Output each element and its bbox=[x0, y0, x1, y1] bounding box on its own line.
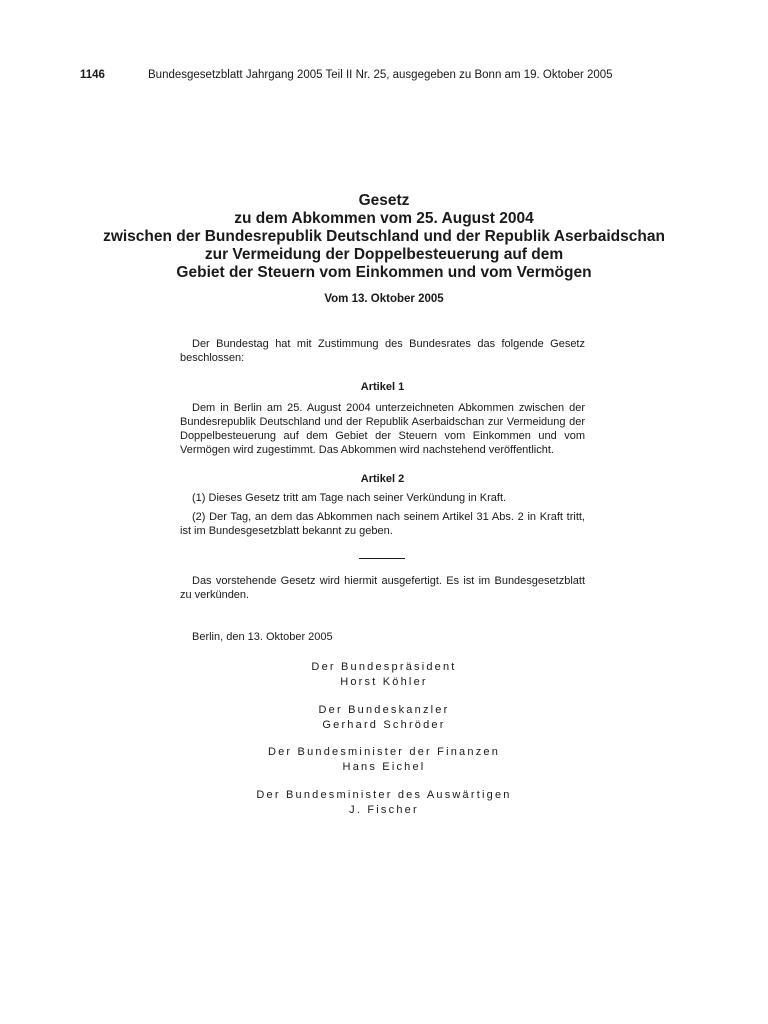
running-title: Bundesgesetzblatt Jahrgang 2005 Teil II Nr. 25, ausgegeben zu Bonn am 19. Oktober 2005 bbox=[148, 69, 613, 81]
signatory-name: J. Fischer bbox=[349, 804, 419, 816]
article-2-paragraph-2: (2) Der Tag, an dem das Abkommen nach seinem Artikel 31 Abs. 2 in Kraft tritt, ist im Bundesgesetzblatt bekannt zu geben. bbox=[180, 511, 585, 537]
title-line: Gebiet der Steuern vom Einkommen und vom Vermögen bbox=[176, 264, 592, 281]
law-date: Vom 13. Oktober 2005 bbox=[324, 293, 444, 305]
closing-formula: Das vorstehende Gesetz wird hiermit ausgefertigt. Es ist im Bundesgesetzblatt zu verkünden. bbox=[180, 575, 585, 601]
title-line: zu dem Abkommen vom 25. August 2004 bbox=[234, 210, 534, 227]
signatory-name: Gerhard Schröder bbox=[322, 719, 446, 731]
signature-block bbox=[0, 745, 768, 775]
article-2-paragraph-1: (1) Dieses Gesetz tritt am Tage nach seiner Verkündung in Kraft. bbox=[192, 492, 507, 504]
signatory-office: Der Bundesminister des Auswärtigen bbox=[256, 789, 512, 801]
separator-rule bbox=[359, 558, 405, 559]
signatory-office: Der Bundespräsident bbox=[311, 661, 457, 673]
page-number: 1146 bbox=[80, 69, 105, 81]
signatory-office: Der Bundeskanzler bbox=[318, 704, 450, 716]
signature-block bbox=[0, 660, 768, 690]
place-date: Berlin, den 13. Oktober 2005 bbox=[192, 631, 333, 643]
signature-block bbox=[0, 788, 768, 818]
signature-block bbox=[0, 703, 768, 733]
title-line: Gesetz bbox=[358, 192, 410, 209]
signatory-name: Horst Köhler bbox=[340, 676, 428, 688]
signatory-office: Der Bundesminister der Finanzen bbox=[267, 746, 501, 758]
article-1-paragraph: Dem in Berlin am 25. August 2004 unterzeichneten Abkommen zwischen der Bundesrepublik Deutschland und der Republik Aserbaidschan zur Vermeidung der Doppelbesteuerung auf dem Gebiet der Steuern vom Einkommen und vom Vermögen wird zugestimmt. Das Abkommen wird nachstehend veröffentlicht. bbox=[180, 402, 585, 456]
signatory-name: Hans Eichel bbox=[342, 761, 426, 773]
article-1-heading: Artikel 1 bbox=[360, 381, 405, 393]
title-line: zwischen der Bundesrepublik Deutschland und der Republik Aserbaidschan bbox=[103, 228, 665, 245]
law-title bbox=[0, 192, 768, 282]
article-2-heading: Artikel 2 bbox=[360, 473, 405, 485]
title-line: zur Vermeidung der Doppelbesteuerung auf dem bbox=[204, 246, 564, 263]
preamble: Der Bundestag hat mit Zustimmung des Bundesrates das folgende Gesetz beschlossen: bbox=[180, 338, 585, 364]
